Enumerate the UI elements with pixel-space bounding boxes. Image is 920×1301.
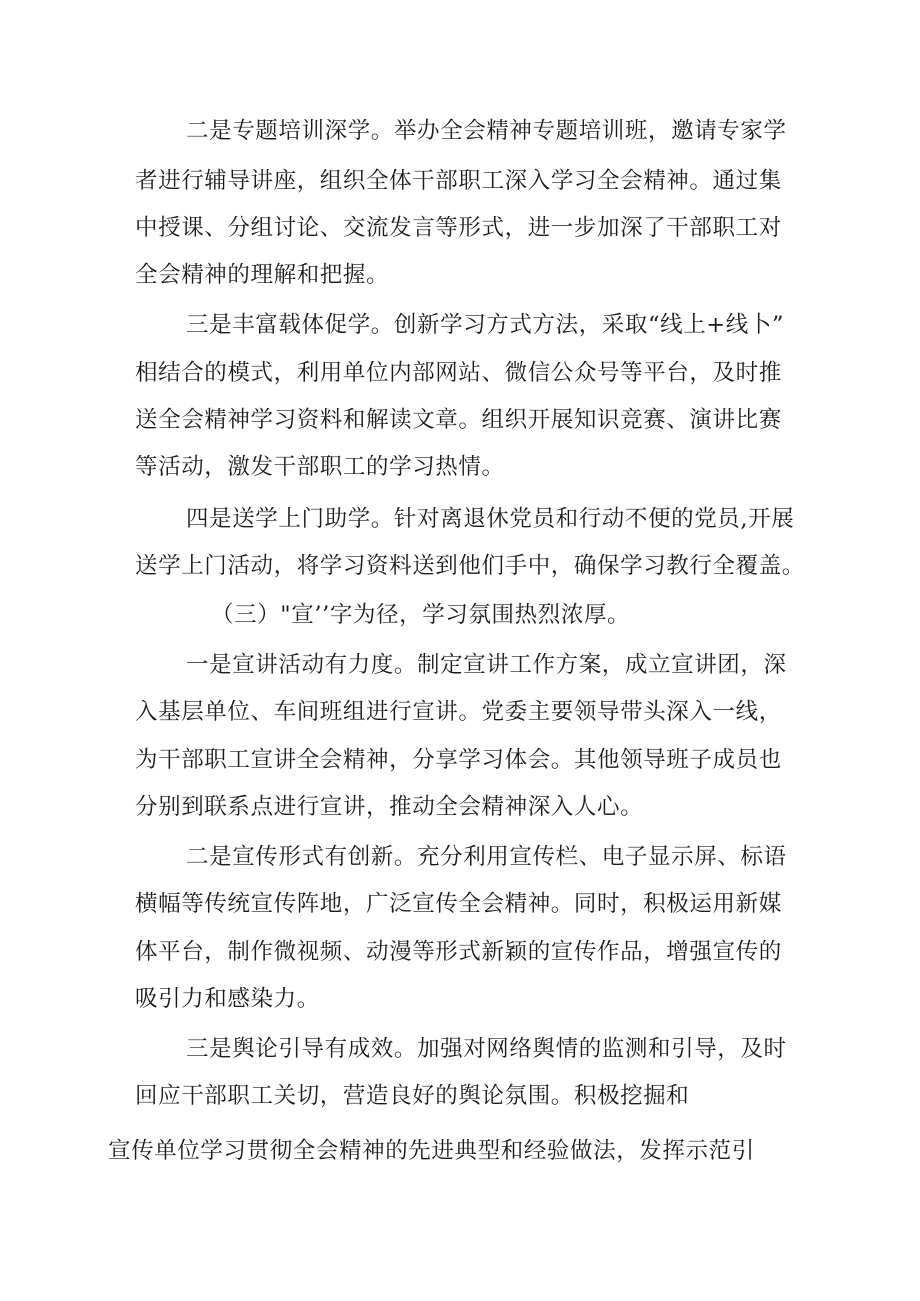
text-line: 横幅等传统宣传阵地，广泛宣传全会精神。同时，积极运用新媒 bbox=[135, 891, 782, 917]
text-line: 体平台，制作微视频、动漫等形式新颖的宣传作品，增强宣传的 bbox=[135, 939, 782, 965]
text-line: 二是宣传形式有创新。充分利用宣传栏、电子显示屏、标语 bbox=[186, 844, 787, 870]
text-line: 入基层单位、车间班组进行宣讲。党委主要领导带头深入一线， bbox=[135, 699, 782, 725]
text-line: 全会精神的理解和把握。 bbox=[135, 262, 390, 288]
text-line: 一是宣讲活动有力度。制定宣讲工作方案，成立宣讲团，深 bbox=[186, 652, 787, 678]
text-line: 送学上门活动，将学习资料送到他们手中，确保学习教行全覆盖。 bbox=[135, 553, 805, 579]
text-line: 四是送学上门助学。针对离退休党员和行动不便的党员,开展 bbox=[186, 506, 795, 532]
text-line: 三是舆论引导有成效。加强对网络舆情的监测和引导，及时 bbox=[186, 1036, 787, 1062]
text-line: 等活动，激发干部职工的学习热情。 bbox=[135, 454, 505, 480]
text-line: 三是丰富载体促学。创新学习方式方法，采取“线上+线卜” bbox=[186, 312, 785, 338]
text-line: 为干部职工宣讲全会精神，分享学习体会。其他领导班子成员也 bbox=[135, 747, 782, 773]
text-line: 二是专题培训深学。举办全会精神专题培训班，邀请专家学 bbox=[186, 118, 787, 144]
text-line: 者进行辅导讲座，组织全体干部职工深入学习全会精神。通过集 bbox=[135, 168, 782, 194]
text-line: 回应干部职工关切，营造良好的舆论氛围。积极挖掘和 bbox=[135, 1083, 690, 1109]
text-line: 中授课、分组讨论、交流发言等形式，进一步加深了干部职工对 bbox=[135, 215, 782, 241]
section-heading: （三）"宣’’字为径，学习氛围热烈浓厚。 bbox=[211, 602, 631, 628]
text-line: 吸引力和感染力。 bbox=[135, 986, 320, 1012]
text-line: 分别到联系点进行宣讲，推动全会精神深入人心。 bbox=[135, 794, 644, 820]
text-line: 相结合的模式，利用单位内部网站、微信公众号等平台，及时推 bbox=[135, 360, 782, 386]
text-line: 宣传单位学习贯彻全会精神的先进典型和经验做法，发挥示范引 bbox=[108, 1138, 755, 1164]
text-line: 送全会精神学习资料和解读文章。组织开展知识竞赛、演讲比赛 bbox=[135, 407, 782, 433]
